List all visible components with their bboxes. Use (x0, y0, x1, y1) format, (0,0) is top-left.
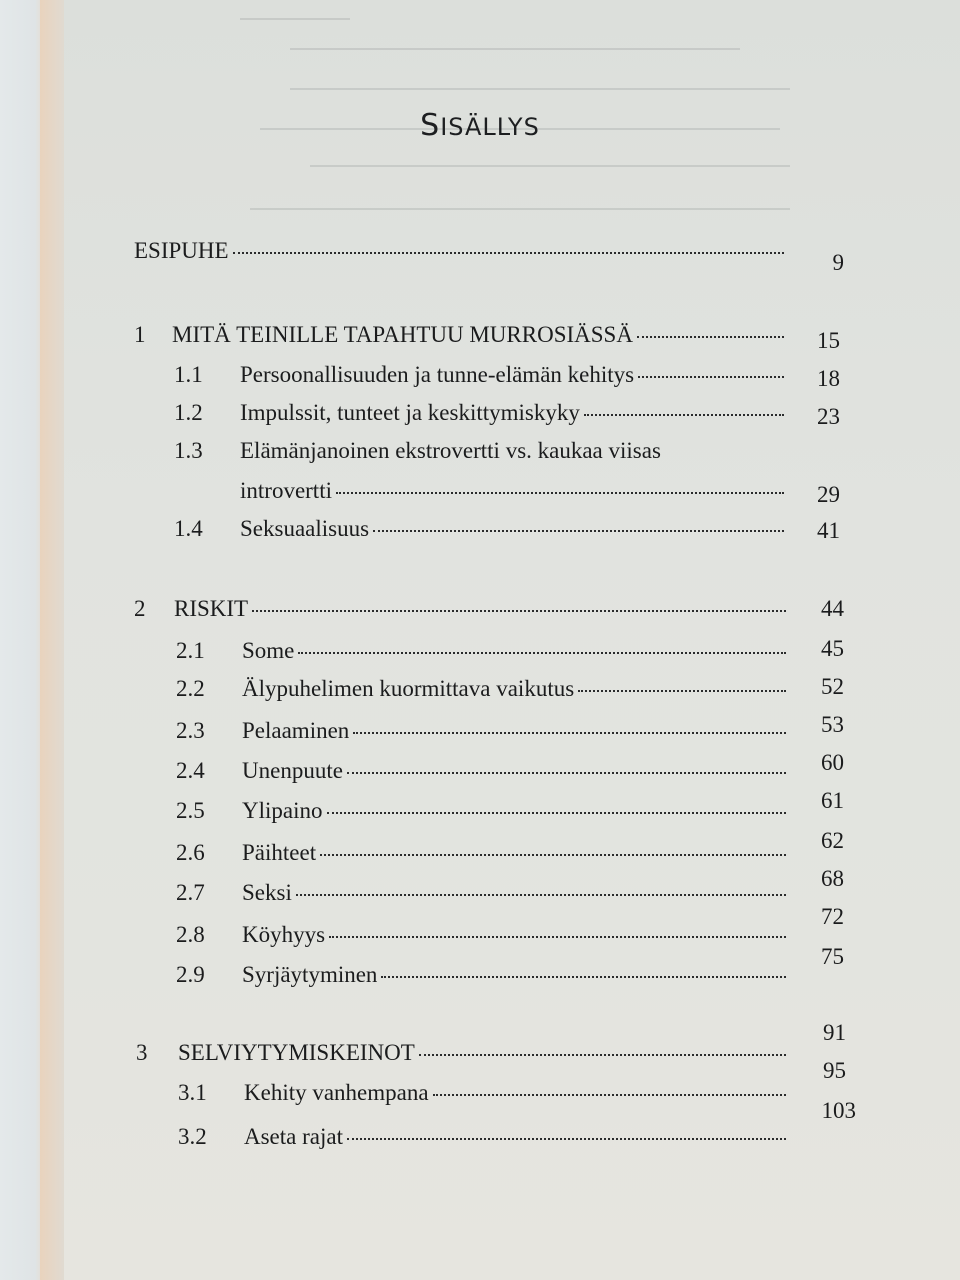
dot-leader (329, 936, 786, 938)
dot-leader (578, 690, 786, 692)
dot-leader (298, 652, 786, 654)
title-initial: S (420, 108, 441, 143)
toc-label: Some (242, 638, 295, 663)
toc-label: Persoonallisuuden ja tunne-elämän kehitys (240, 362, 635, 387)
toc-label: Kehity vanhempana (244, 1080, 429, 1105)
toc-page-1-2 (790, 404, 850, 434)
dot-leader (347, 772, 786, 774)
section-number: 2.1 (176, 638, 205, 663)
toc-entry-1-4[interactable] (174, 516, 790, 546)
dot-leader (320, 854, 786, 856)
dot-leader (233, 252, 784, 254)
section-number: 2.8 (176, 922, 205, 947)
toc-page-2-6 (792, 828, 852, 858)
toc-entry-chapter-2[interactable] (134, 596, 792, 626)
toc-page-3-2 (792, 1098, 856, 1128)
toc-entry-chapter-3[interactable] (136, 1040, 792, 1070)
toc-entry-2-3[interactable] (176, 718, 792, 748)
toc-entry-3-2[interactable] (178, 1124, 792, 1154)
toc-entry-2-2[interactable] (176, 676, 792, 706)
page-number: 23 (817, 404, 840, 429)
page-number: 41 (817, 518, 840, 543)
toc-page-1-3 (790, 482, 850, 512)
page-number: 103 (821, 1098, 856, 1123)
dot-leader (327, 812, 787, 814)
toc-page-2-5 (792, 788, 852, 818)
toc-page-2-4 (792, 750, 852, 780)
toc-page-1-4 (790, 518, 850, 548)
section-number: 3.2 (178, 1124, 207, 1149)
page-number: 53 (821, 712, 844, 737)
section-number: 1.2 (174, 400, 203, 425)
toc-entry-2-1[interactable] (176, 638, 792, 668)
section-number: 2.7 (176, 880, 205, 905)
dot-leader (419, 1054, 786, 1056)
toc-page-1-1 (790, 366, 850, 396)
section-number: 2.4 (176, 758, 205, 783)
dot-leader (296, 894, 786, 896)
toc-label: Päihteet (242, 840, 317, 865)
dot-leader (381, 976, 786, 978)
chapter-number: 2 (134, 596, 146, 621)
toc-page-2-1 (792, 636, 852, 666)
dot-leader (638, 376, 784, 378)
dot-leader (353, 732, 786, 734)
toc-label: Köyhyys (242, 922, 326, 947)
chapter-number: 3 (136, 1040, 148, 1065)
toc-page-chapter-1 (790, 328, 850, 358)
title-rest: ISÄLLYS (440, 113, 540, 141)
section-number: 2.6 (176, 840, 205, 865)
toc-entry-2-9[interactable] (176, 962, 792, 992)
page-number: 52 (821, 674, 844, 699)
section-number: 2.3 (176, 718, 205, 743)
section-number: 3.1 (178, 1080, 207, 1105)
toc-entry-2-8[interactable] (176, 922, 792, 952)
dot-leader (637, 336, 784, 338)
toc-entry-1-1[interactable] (174, 362, 790, 392)
dot-leader (336, 492, 784, 494)
page-number: 75 (821, 944, 844, 969)
section-number: 1.4 (174, 516, 203, 541)
toc-entry-chapter-1[interactable] (134, 322, 790, 352)
toc-label: Elämänjanoinen ekstrovertti vs. kaukaa viisas (240, 438, 661, 463)
page-number: 91 (823, 1020, 846, 1045)
toc-label: Seksi (242, 880, 292, 905)
toc-page-2-7 (792, 866, 852, 896)
toc-label: SELVIYTYMISKEINOT (178, 1040, 415, 1065)
toc-label: Unenpuute (242, 758, 343, 783)
page-number: 18 (817, 366, 840, 391)
section-number: 2.2 (176, 676, 205, 701)
section-number: 2.5 (176, 798, 205, 823)
toc-label: Seksuaalisuus (240, 516, 370, 541)
toc-label: Pelaaminen (242, 718, 350, 743)
section-number: 2.9 (176, 962, 205, 987)
page-number: 45 (821, 636, 844, 661)
toc-label: Ylipaino (242, 798, 323, 823)
toc-label: Aseta rajat (244, 1124, 343, 1149)
page-number: 9 (832, 250, 844, 275)
toc-page-3-1 (792, 1058, 852, 1088)
section-number: 1.1 (174, 362, 203, 387)
toc-page-2-2 (792, 674, 852, 704)
page-number: 72 (821, 904, 844, 929)
toc-entry-2-4[interactable] (176, 758, 792, 788)
dot-leader (373, 530, 784, 532)
page-number: 29 (817, 482, 840, 507)
page-number: 68 (821, 866, 844, 891)
toc-entry-1-2[interactable] (174, 400, 790, 430)
toc-label: Impulssit, tunteet ja keskittymiskyky (240, 400, 580, 425)
toc-page-2-3 (792, 712, 852, 742)
dot-leader (584, 414, 784, 416)
toc-page-preface (790, 250, 850, 280)
page-number: 62 (821, 828, 844, 853)
dot-leader (433, 1094, 786, 1096)
toc-label: MITÄ TEINILLE TAPAHTUU MURROSIÄSSÄ (172, 322, 633, 347)
toc-page-2-9 (792, 944, 852, 974)
toc-entry-2-6[interactable] (176, 840, 792, 870)
page-number: 15 (817, 328, 840, 353)
toc-page-chapter-3 (792, 1020, 852, 1050)
toc-entry-2-5[interactable] (176, 798, 792, 828)
toc-label-continued: introvertti (240, 478, 332, 503)
toc-label: Älypuhelimen kuormittava vaikutus (242, 676, 575, 701)
toc-entry-1-3[interactable] (174, 438, 790, 468)
toc-entry-preface[interactable] (134, 238, 790, 268)
toc-entry-1-3-continued[interactable] (240, 478, 790, 508)
dot-leader (347, 1138, 786, 1140)
page-number: 44 (821, 596, 844, 621)
chapter-number: 1 (134, 322, 146, 347)
page-number: 95 (823, 1058, 846, 1083)
page-number: 60 (821, 750, 844, 775)
toc-label: RISKIT (174, 596, 249, 621)
toc-page-chapter-2 (792, 596, 852, 626)
section-number: 1.3 (174, 438, 203, 463)
toc-label: Syrjäytyminen (242, 962, 378, 987)
toc-label: ESIPUHE (134, 238, 229, 263)
toc-page-2-8 (792, 904, 852, 934)
toc-entry-3-1[interactable] (178, 1080, 792, 1110)
toc-entry-2-7[interactable] (176, 880, 792, 910)
dot-leader (252, 610, 786, 612)
page-number: 61 (821, 788, 844, 813)
